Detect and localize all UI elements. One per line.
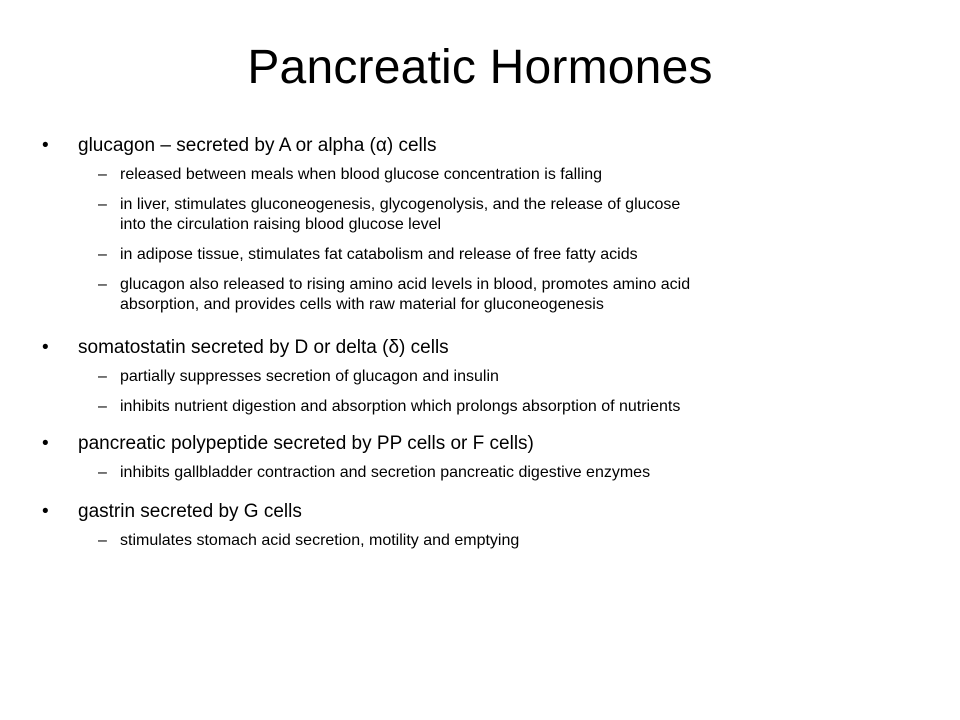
dash-icon: – [98, 464, 107, 481]
sub-item-text: partially suppresses secretion of glucagon and insulin [120, 368, 499, 385]
sub-item [42, 165, 922, 185]
sub-item-text: in liver, stimulates gluconeogenesis, glycogenolysis, and the release of glucose into the circulation raising blood glucose level [120, 196, 681, 233]
bullet-group-somatostatin [42, 333, 922, 417]
sub-item [42, 367, 922, 387]
sub-item-text: stimulates stomach acid secretion, motility and emptying [120, 532, 520, 549]
bullet-text: glucagon – secreted by A or alpha (α) cells [78, 135, 437, 156]
sub-list [42, 165, 922, 315]
sub-item-text: inhibits gallbladder contraction and secretion pancreatic digestive enzymes [120, 464, 651, 481]
bullet-group-pancreatic-polypeptide [42, 429, 922, 483]
bullet-text: gastrin secreted by G cells [78, 501, 302, 522]
sub-list [42, 367, 922, 417]
sub-item [42, 275, 922, 315]
bullet-icon: • [42, 501, 49, 522]
dash-icon: – [98, 166, 107, 183]
bullet-item [42, 429, 922, 459]
bullet-item [42, 131, 922, 161]
sub-item [42, 245, 922, 265]
sub-list [42, 531, 922, 551]
bullet-icon: • [42, 433, 49, 454]
sub-list [42, 463, 922, 483]
slide-title: Pancreatic Hormones [247, 41, 713, 94]
bullet-text: somatostatin secreted by D or delta (δ) cells [78, 337, 449, 358]
dash-icon: – [98, 196, 107, 213]
sub-item [42, 463, 922, 483]
bullet-icon: • [42, 135, 49, 156]
sub-item-text: inhibits nutrient digestion and absorption which prolongs absorption of nutrients [120, 398, 681, 415]
bullet-group-glucagon [42, 131, 922, 315]
sub-item [42, 531, 922, 551]
dash-icon: – [98, 246, 107, 263]
bullet-item [42, 497, 922, 527]
dash-icon: – [98, 368, 107, 385]
sub-item [42, 397, 922, 417]
sub-item-text: glucagon also released to rising amino acid levels in blood, promotes amino acid absorption, and provides cells with raw material for gluconeogenesis [120, 276, 691, 313]
sub-item-text: in adipose tissue, stimulates fat catabolism and release of free fatty acids [120, 246, 638, 263]
bullet-group-gastrin [42, 497, 922, 551]
dash-icon: – [98, 398, 107, 415]
slide-content [42, 131, 922, 561]
bullet-item [42, 333, 922, 363]
bullet-text: pancreatic polypeptide secreted by PP cells or F cells) [78, 433, 534, 454]
bullet-icon: • [42, 337, 49, 358]
dash-icon: – [98, 532, 107, 549]
dash-icon: – [98, 276, 107, 293]
sub-item-text: released between meals when blood glucose concentration is falling [120, 166, 603, 183]
sub-item [42, 195, 922, 235]
